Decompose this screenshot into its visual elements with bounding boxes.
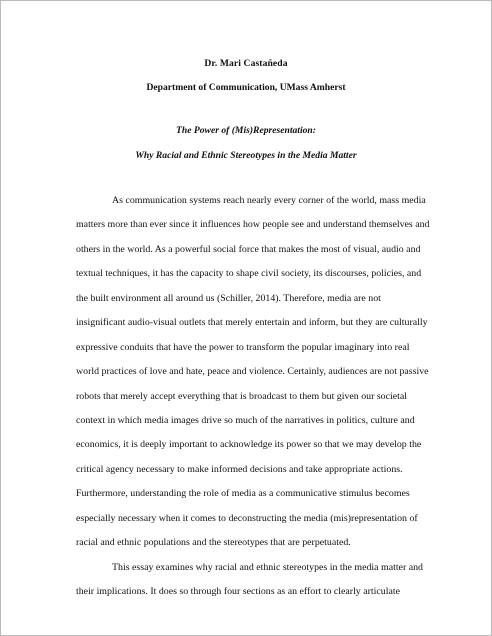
body-line: This essay examines why racial and ethnic stereotypes in the media matter and xyxy=(112,561,423,573)
author-name: Dr. Mari Castañeda xyxy=(204,58,288,69)
essay-subtitle: Why Racial and Ethnic Stereotypes in the Media Matter xyxy=(135,150,357,161)
body-line: insignificant audio-visual outlets that merely entertain and inform, but they are culturally xyxy=(76,317,428,329)
body-line: expressive conduits that have the power to transform the popular imaginary into real xyxy=(76,341,410,353)
essay-title: The Power of (Mis)Representation: xyxy=(176,125,316,136)
body-line: especially necessary when it comes to deconstructing the media (mis)representation of xyxy=(76,512,418,524)
body-line: world practices of love and hate, peace and violence. Certainly, audiences are not passive xyxy=(76,366,429,378)
body-line: the built environment all around us (Schiller, 2014). Therefore, media are not xyxy=(76,292,381,304)
body-line: Furthermore, understanding the role of media as a communicative stimulus becomes xyxy=(76,488,410,500)
body-line: racial and ethnic populations and the stereotypes that are perpetuated. xyxy=(76,537,351,549)
body-line: their implications. It does so through four sections as an effort to clearly articulate xyxy=(76,586,400,597)
body-line: matters more than ever since it influences how people see and understand themselves and xyxy=(76,219,430,231)
department-affiliation: Department of Communication, UMass Amherst xyxy=(146,82,346,93)
body-line: critical agency necessary to make informed decisions and take appropriate actions. xyxy=(76,463,403,475)
body-line: textual techniques, it has the capacity to shape civil society, its discourses, policies, and xyxy=(76,268,422,280)
body-line: context in which media images drive so much of the narratives in politics, culture and xyxy=(76,414,415,426)
body-line: economics, it is deeply important to acknowledge its power so that we may develop the xyxy=(76,439,422,451)
body-line: robots that merely accept everything that is broadcast to them but given our societal xyxy=(76,390,407,402)
body-line: As communication systems reach nearly every corner of the world, mass media xyxy=(112,195,426,206)
body-line: others in the world. As a powerful social force that makes the most of visual, audio and xyxy=(76,243,421,255)
essay-body xyxy=(76,189,436,604)
